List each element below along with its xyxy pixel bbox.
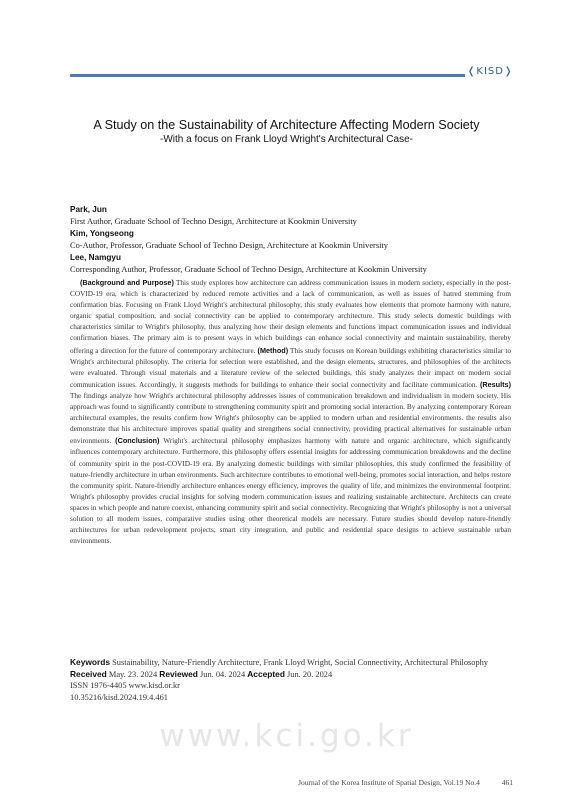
page-footer — [298, 778, 513, 787]
author-name: Lee, Namgyu — [70, 253, 121, 262]
author-affiliation: Co-Author, Professor, Graduate School of Techno Design, Architecture at Kookmin University — [70, 241, 388, 250]
abstract-heading-results: (Results) — [479, 379, 511, 389]
abstract-heading-method: (Method) — [257, 345, 289, 355]
abstract-heading-background: (Background and Purpose) — [80, 278, 174, 287]
accepted-label: Accepted — [247, 668, 285, 679]
article-meta — [70, 657, 511, 703]
abstract-method-text: This study focuses on Korean buildings exhibiting characteristics similar to Wright's architectural philosophy. The criteria for selection were established, and the design elements, structures, and philosophies of the architects were evaluated. Through visual materials and a literature review of the selected buildings, this study analyzes their impact on modern social communication issues. Accordingly, it suggests methods for buildings to enhance their social connectivity and facilitate communication. — [70, 346, 511, 389]
author-affiliation: First Author, Graduate School of Techno Design, Architecture at Kookmin University — [70, 217, 357, 226]
abstract-heading-conclusion: (Conclusion) — [115, 436, 160, 446]
reviewed-label: Reviewed — [159, 668, 198, 679]
issn-line: ISSN 1976-4405 www.kisd.or.kr — [70, 681, 180, 691]
reviewed-date: Jun. 04. 2024 — [200, 669, 246, 679]
abstract-conclusion-text: Wright's architectural philosophy emphasizes harmony with nature and organic architecture, which significantly influences contemporary architecture. Furthermore, this philosophy offers essential insights for addressing communication breakdowns and the decline of community spirit in the post-COVID-19 era. By analyzing domestic buildings with similar philosophies, this study confirmed the feasibility of nature-friendly architecture in urban environments. Such architecture contributes to emotional well-being, promotes social interaction, and helps restore the community spirit. Nature-friendly architecture enhances energy efficiency, improves the quality of life, and minimizes the environmental footprint. Wright's philosophy provides crucial insights for solving modern communication issues and realizing sustainable architecture. Architects can create spaces in which people and nature coexist, enhancing community spirit and social connectivity. Recognizing that Wright's philosophy is not a universal solution to all modern issues, comparative studies using other theoretical models are necessary. Future studies should develop nature-friendly architectures for urban redevelopment projects, smart city integration, and public and residential space designs to achieve sustainable urban environments. — [70, 437, 512, 546]
author-name: Park, Jun — [70, 205, 107, 214]
doi-line: 10.35216/kisd.2024.19.4.461 — [70, 692, 168, 702]
author-list — [70, 204, 510, 276]
keywords-line — [70, 657, 511, 669]
received-label: Received — [70, 668, 107, 679]
author-affiliation: Corresponding Author, Professor, Graduate School of Techno Design, Architecture at Kookmin University — [70, 265, 427, 274]
accepted-date: Jun. 20. 2024 — [287, 669, 333, 679]
header-rule — [70, 74, 465, 77]
kisd-logo: ❬KISD❭ — [467, 66, 514, 77]
keywords-value: Sustainability, Nature-Friendly Architecture, Frank Lloyd Wright, Social Connectivity, Architectural Philosophy — [112, 658, 489, 667]
abstract-background-text: This study explores how architecture can address communication issues in modern society, especially in the post-COVID-19 era, which is characterized by reduced remote activities and a lack of communication, as well as issues of hatred stemming from confirmation bias. Focusing on Frank Lloyd Wright's architectural philosophy, this study evaluates how elements that promote harmony with nature, organic spatial composition, and social connectivity can be applied to contemporary architecture. This study selects domestic buildings with characteristics similar to Wright's philosophy, thus analyzing how their design elements and functions impact communication issues and individual confirmation biases. The primary aim is to present ways in which buildings can enhance social connectivity and maintain sustainability, thereby offering a direction for the future of contemporary architecture. — [70, 279, 511, 355]
keywords-label: Keywords — [70, 657, 111, 667]
journal-name: Journal of the Korea Institute of Spatial Design, Vol.19 No.4 — [298, 778, 480, 787]
author-name: Kim, Yongseong — [70, 229, 134, 238]
dates-line — [70, 669, 511, 681]
page-number: 461 — [501, 778, 513, 787]
received-date: May. 23. 2024 — [108, 669, 158, 679]
paper-subtitle: -With a focus on Frank Lloyd Wright's Architectural Case- — [160, 134, 413, 145]
abstract-results-text: The findings analyze how Wright's architectural philosophy addresses issues of communication breakdown and individualism in modern society. His approach was found to significantly contribute to strengthening community spirit and promoting social interaction. By analyzing contemporary Korean architectural examples, the results confirm how Wright's philosophy can be applied to modern urban and residential environments. the results also demonstrate that his architecture improves spatial quality and strengthens social connectivity, providing practical alternatives for sustainable urban environments. — [70, 391, 511, 446]
abstract — [70, 277, 511, 547]
watermark: www.kci.go.kr — [159, 718, 414, 754]
paper-title: A Study on the Sustainability of Architecture Affecting Modern Society — [93, 118, 480, 132]
